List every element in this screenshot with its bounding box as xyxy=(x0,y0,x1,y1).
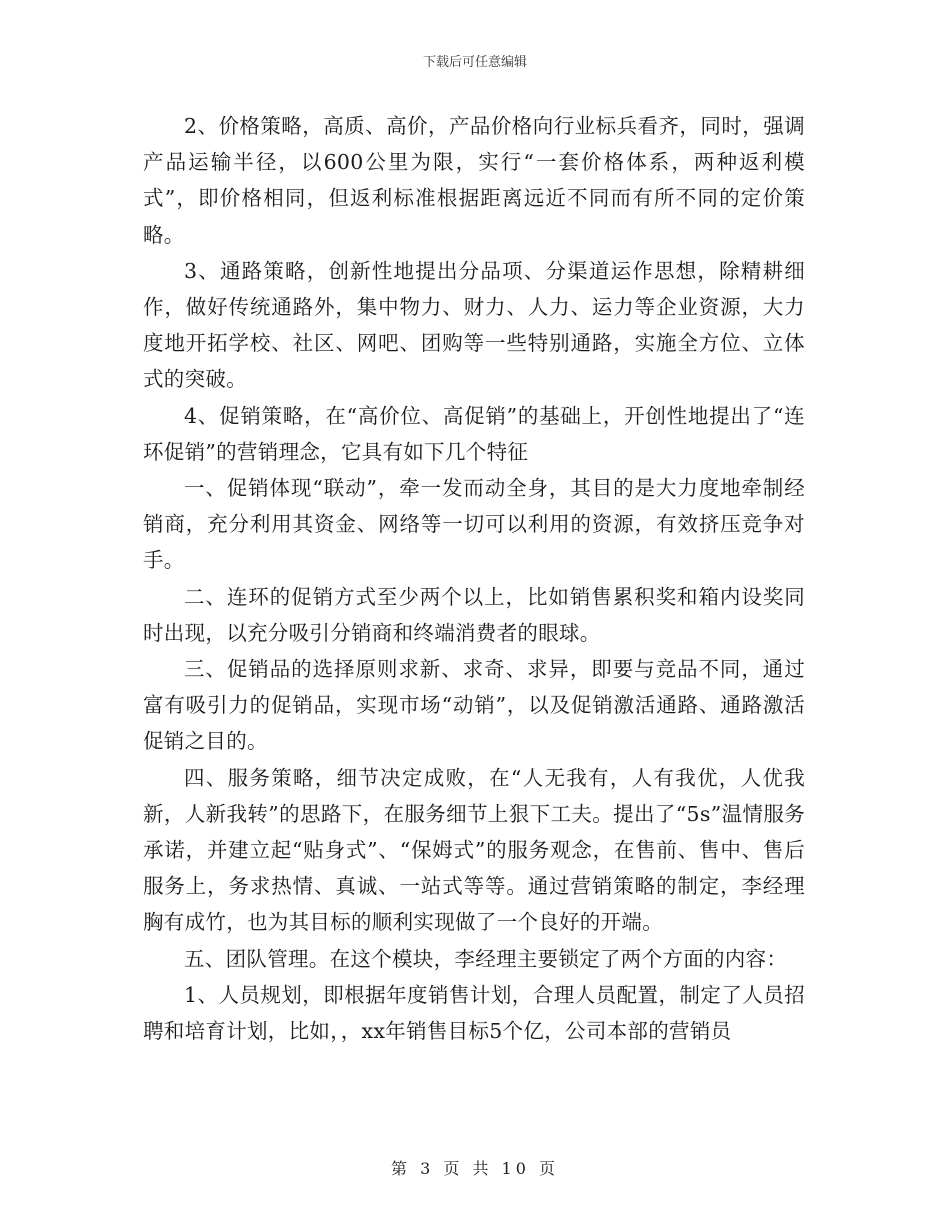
paragraph-staff-planning: 1、人员规划，即根据年度销售计划，合理人员配置，制定了人员招聘和培育计划，比如，，xx年销售目标5个亿，公司本部的营销员 xyxy=(143,982,805,1044)
paragraph-feature-1: 一、促销体现“联动”，牵一发而动全身，其目的是大力度地牵制经销商，充分利用其资金、网络等一切可以利用的资源，有效挤压竞争对手。 xyxy=(143,476,805,573)
page-footer: 第 3 页 共 10 页 xyxy=(391,1159,559,1178)
paragraph-team-management: 五、团队管理。在这个模块，李经理主要锁定了两个方面的内容： xyxy=(184,946,788,971)
paragraph-feature-3: 三、促销品的选择原则求新、求奇、求异，即要与竞品不同，通过富有吸引力的促销品，实现市场“动销”，以及促销激活通路、通路激活促销之目的。 xyxy=(143,657,805,754)
paragraph-promotion-strategy: 4、促销策略，在“高价位、高促销”的基础上，开创性地提出了“连环促销”的营销理念，它具有如下几个特征 xyxy=(143,403,805,464)
page-header: 下载后可任意编辑 xyxy=(422,55,527,70)
paragraph-price-strategy: 2、价格策略，高质、高价，产品价格向行业标兵看齐，同时，强调产品运输半径，以600公里为限，实行“一套价格体系，两种返利模式”，即价格相同，但返利标准根据距离远近不同而有所不同的定价策略。 xyxy=(143,114,805,247)
paragraph-service-strategy: 四、服务策略，细节决定成败，在“人无我有，人有我优，人优我新，人新我转”的思路下，在服务细节上狠下工夫。提出了“5s”温情服务承诺，并建立起“贴身式”、“保姆式”的服务观念，在售前、售中、售后服务上，务求热情、真诚、一站式等等。通过营销策略的制定，李经理胸有成竹，也为其目标的顺利实现做了一个良好的开端。 xyxy=(143,765,805,935)
paragraph-feature-2: 二、连环的促销方式至少两个以上，比如销售累积奖和箱内设奖同时出现，以充分吸引分销商和终端消费者的眼球。 xyxy=(143,584,805,645)
document-body xyxy=(143,108,805,1049)
paragraph-channel-strategy: 3、通路策略，创新性地提出分品项、分渠道运作思想，除精耕细作，做好传统通路外，集中物力、财力、人力、运力等企业资源，大力度地开拓学校、社区、网吧、团购等一些特别通路，实施全方位、立体式的突破。 xyxy=(143,258,805,392)
